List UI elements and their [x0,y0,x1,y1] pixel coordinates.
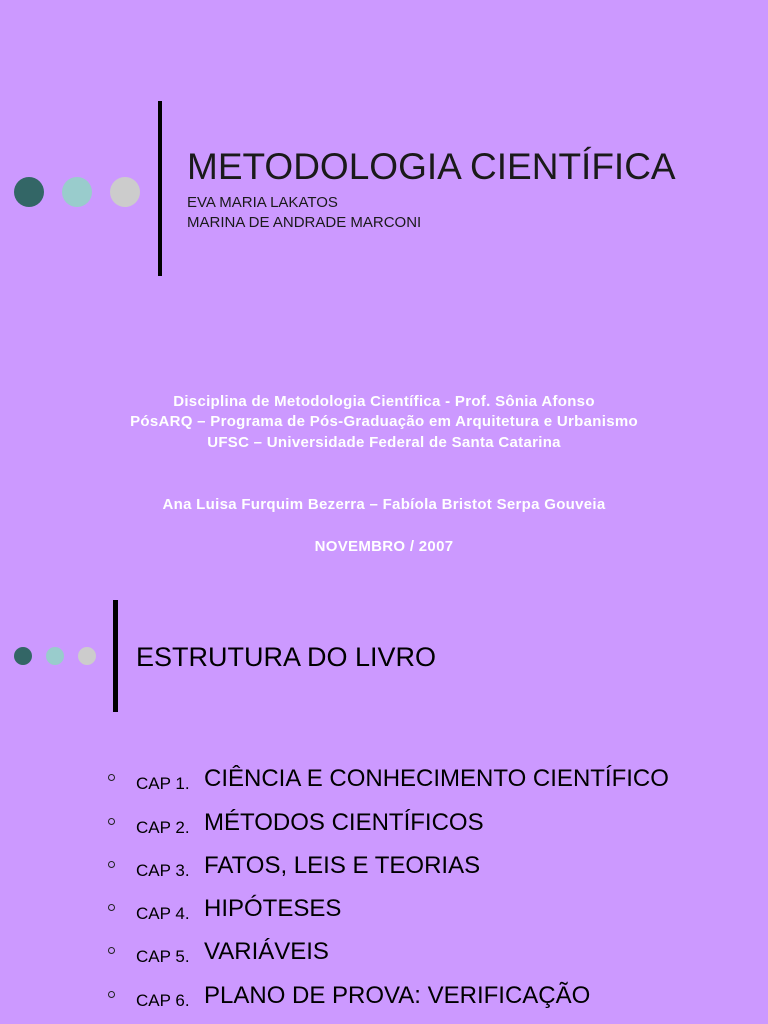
chapter-number: CAP 3. [136,861,190,880]
author-name: MARINA DE ANDRADE MARCONI [187,214,422,231]
bullet-icon [108,774,115,781]
slide-title: METODOLOGIA CIENTÍFICA [187,146,676,187]
bullet-icon [108,947,115,954]
student-names: Ana Luisa Furquim Bezerra – Fabíola Bristot Serpa Gouveia [162,496,606,513]
bullet-icon [108,818,115,825]
chapter-number: CAP 4. [136,904,190,923]
university-info-line: UFSC – Universidade Federal de Santa Catarina [207,434,561,451]
decorative-dot-gray [78,647,96,665]
presentation-date: NOVEMBRO / 2007 [314,538,454,555]
chapter-title: PLANO DE PROVA: VERIFICAÇÃO [204,982,591,1009]
program-info-line: PósARQ – Programa de Pós-Graduação em Arquitetura e Urbanismo [130,413,638,430]
chapter-number: CAP 1. [136,774,190,793]
chapter-title: MÉTODOS CIENTÍFICOS [204,809,484,836]
decorative-dot-teal [46,647,64,665]
author-name: EVA MARIA LAKATOS [187,194,338,211]
chapter-title: VARIÁVEIS [204,938,329,965]
title-divider-bar [158,101,162,276]
chapter-number: CAP 5. [136,947,190,966]
decorative-dot-dark [14,177,44,207]
chapter-number: CAP 6. [136,991,190,1010]
decorative-dot-gray [110,177,140,207]
decorative-dot-teal [62,177,92,207]
bullet-icon [108,991,115,998]
bullet-icon [108,861,115,868]
slide-title: ESTRUTURA DO LIVRO [136,642,437,672]
course-info-line: Disciplina de Metodologia Científica - Prof. Sônia Afonso [173,393,595,410]
title-divider-bar [113,600,118,712]
chapter-number: CAP 2. [136,818,190,837]
chapter-title: FATOS, LEIS E TEORIAS [204,852,481,879]
chapter-title: HIPÓTESES [204,895,342,922]
bullet-icon [108,904,115,911]
decorative-dot-dark [14,647,32,665]
chapter-title: CIÊNCIA E CONHECIMENTO CIENTÍFICO [204,765,669,792]
